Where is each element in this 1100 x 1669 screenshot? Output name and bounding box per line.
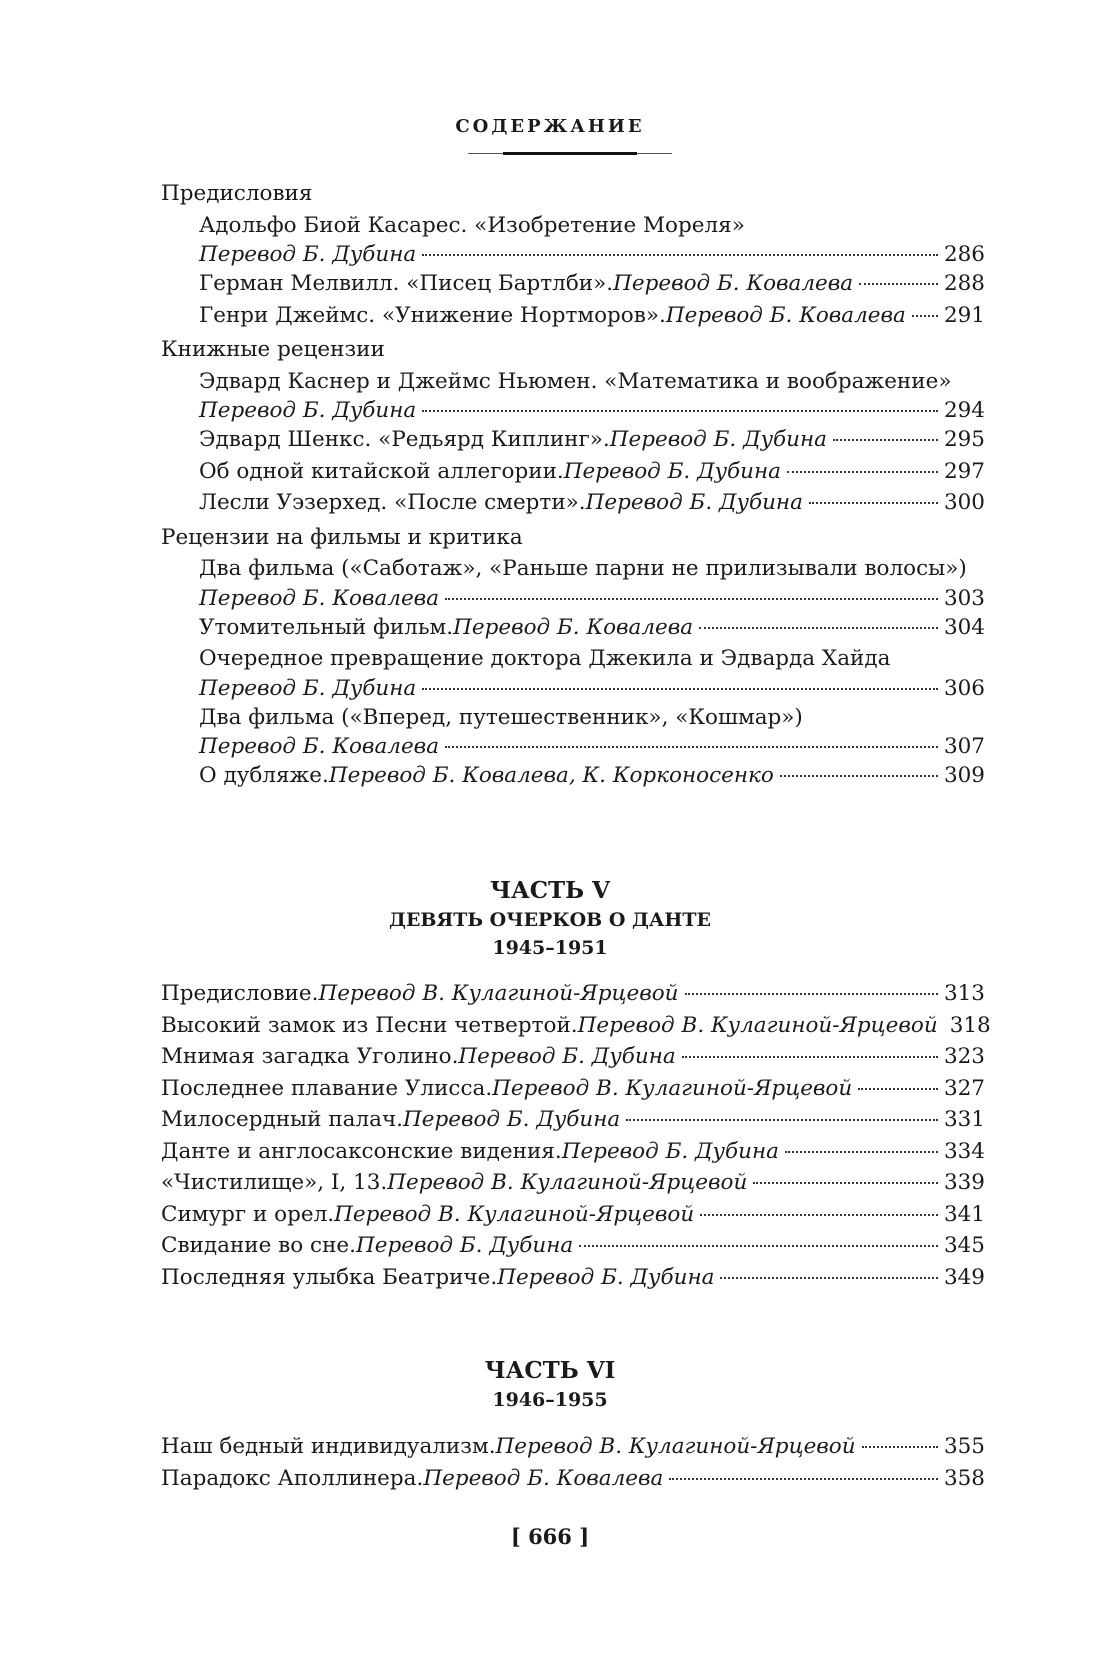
toc-entry: Милосердный палач. Перевод Б. Дубина 331 bbox=[161, 1104, 985, 1136]
dot-leader bbox=[422, 253, 938, 256]
dot-leader bbox=[445, 745, 938, 748]
page-number: 345 bbox=[943, 1233, 985, 1258]
dot-leader bbox=[787, 470, 938, 473]
dot-leader bbox=[626, 1118, 938, 1121]
page-number: 327 bbox=[943, 1075, 985, 1101]
part-title: ЧАСТЬ VI bbox=[484, 1357, 616, 1384]
section-heading: Предисловия bbox=[161, 181, 313, 206]
running-head: СОДЕРЖАНИЕ bbox=[455, 116, 645, 137]
dot-leader bbox=[422, 687, 938, 690]
part-5-header bbox=[0, 876, 1100, 962]
toc-entry: Адольфо Биой Касарес. «Изобретение Мореля» bbox=[199, 212, 745, 238]
toc-entry: Два фильма («Саботаж», «Раньше парни не прилизывали волосы») bbox=[199, 556, 967, 581]
part-subtitle: ДЕВЯТЬ ОЧЕРКОВ О ДАНТЕ bbox=[389, 909, 711, 931]
toc-entry: О дубляже. Перевод Б. Ковалева, К. Корконосенко 309 bbox=[161, 760, 985, 792]
toc-entry: Симург и орел. Перевод В. Кулагиной-Ярцевой 341 bbox=[161, 1199, 985, 1231]
dot-leader bbox=[685, 992, 938, 995]
toc-entry: «Чистилище», I, 13. Перевод В. Кулагиной-Ярцевой 339 bbox=[161, 1167, 985, 1199]
page-number: 334 bbox=[943, 1138, 985, 1164]
toc-entry: Последняя улыбка Беатриче. Перевод Б. Дубина 349 bbox=[161, 1262, 985, 1294]
dot-leader bbox=[809, 501, 938, 504]
page-number: 323 bbox=[943, 1044, 985, 1069]
dot-leader bbox=[833, 438, 938, 441]
head-rule-accent bbox=[503, 152, 637, 155]
toc-entry: Перевод Б. Дубина 286 bbox=[199, 242, 985, 267]
toc-entry: Перевод Б. Ковалева 303 bbox=[199, 585, 985, 611]
page-number: 358 bbox=[943, 1465, 985, 1491]
toc-entry: Свидание во сне. Перевод Б. Дубина 345 bbox=[161, 1230, 985, 1262]
page-number: 297 bbox=[943, 458, 985, 484]
dot-leader bbox=[445, 597, 938, 600]
toc-entry: Два фильма («Вперед, путешественник», «Кошмар») bbox=[199, 704, 803, 730]
part-6-header bbox=[0, 1356, 1100, 1414]
part-years: 1946–1955 bbox=[492, 1389, 608, 1411]
page-number: 303 bbox=[943, 585, 985, 611]
page-number: 318 bbox=[949, 1012, 991, 1038]
page-folio: [ 666 ] bbox=[510, 1524, 590, 1549]
page-number: 341 bbox=[943, 1201, 985, 1227]
toc-entry: Очередное превращение доктора Джекила и Эдварда Хайда bbox=[199, 646, 891, 671]
toc-entry: Перевод Б. Дубина 294 bbox=[199, 398, 985, 423]
dot-leader bbox=[862, 1445, 938, 1448]
dot-leader bbox=[699, 626, 938, 629]
page-number: 349 bbox=[943, 1264, 985, 1290]
dot-leader bbox=[422, 409, 938, 412]
dot-leader bbox=[669, 1477, 938, 1480]
dot-leader bbox=[780, 774, 938, 777]
part-years: 1945–1951 bbox=[492, 937, 608, 959]
toc-entry: Лесли Уэзерхед. «После смерти». Перевод Б. Дубина 300 bbox=[161, 487, 985, 519]
page-number: 331 bbox=[943, 1107, 985, 1132]
toc-entry: Перевод Б. Дубина 306 bbox=[199, 675, 985, 701]
part-title: ЧАСТЬ V bbox=[490, 877, 610, 904]
dot-leader bbox=[700, 1213, 938, 1216]
page-number: 309 bbox=[943, 763, 985, 788]
page-number: 307 bbox=[943, 734, 985, 759]
toc-part-5 bbox=[161, 978, 991, 1293]
toc-entry: Эдвард Каснер и Джеймс Ньюмен. «Математика и воображение» bbox=[199, 368, 952, 394]
toc-part-6 bbox=[161, 1431, 985, 1494]
toc-entry: Герман Мелвилл. «Писец Бартлби». Перевод Б. Ковалева 288 bbox=[161, 268, 985, 300]
dot-leader bbox=[682, 1055, 938, 1058]
toc-entry: Генри Джеймс. «Унижение Нортморов». Перевод Б. Ковалева 291 bbox=[161, 300, 985, 332]
dot-leader bbox=[785, 1150, 938, 1153]
page-number: 295 bbox=[943, 427, 985, 452]
page-number: 339 bbox=[943, 1170, 985, 1195]
toc-entry: Эдвард Шенкс. «Редьярд Киплинг». Перевод Б. Дубина 295 bbox=[161, 424, 985, 456]
dot-leader bbox=[753, 1181, 938, 1184]
page-number: 355 bbox=[943, 1434, 985, 1459]
page-number: 294 bbox=[943, 398, 985, 423]
toc-sections bbox=[161, 178, 985, 792]
page-number: 288 bbox=[943, 271, 985, 296]
page-number: 300 bbox=[943, 490, 985, 515]
dot-leader bbox=[859, 282, 938, 285]
section-heading: Книжные рецензии bbox=[161, 337, 385, 362]
page-number: 286 bbox=[943, 242, 985, 267]
toc-entry: Предисловие. Перевод В. Кулагиной-Ярцевой 313 bbox=[161, 978, 985, 1010]
toc-entry: Высокий замок из Песни четвертой. Перевод В. Кулагиной-Ярцевой 318 bbox=[161, 1010, 985, 1042]
toc-entry: Последнее плавание Улисса. Перевод В. Кулагиной-Ярцевой 327 bbox=[161, 1073, 985, 1105]
toc-entry: Мнимая загадка Уголино. Перевод Б. Дубина 323 bbox=[161, 1041, 985, 1073]
section-heading: Рецензии на фильмы и критика bbox=[161, 524, 523, 550]
toc-entry: Данте и англосаксонские видения. Перевод Б. Дубина 334 bbox=[161, 1136, 985, 1168]
dot-leader bbox=[912, 314, 938, 317]
toc-entry: Утомительный фильм. Перевод Б. Ковалева 304 bbox=[161, 612, 985, 644]
page-number: 291 bbox=[943, 302, 985, 328]
toc-entry: Наш бедный индивидуализм. Перевод В. Кулагиной-Ярцевой 355 bbox=[161, 1431, 985, 1463]
page-number: 306 bbox=[943, 675, 985, 701]
page-number: 313 bbox=[943, 981, 985, 1006]
toc-entry: Парадокс Аполлинера. Перевод Б. Ковалева 358 bbox=[161, 1463, 985, 1495]
page-number: 304 bbox=[943, 614, 985, 640]
dot-leader bbox=[858, 1087, 938, 1090]
dot-leader bbox=[720, 1276, 938, 1279]
toc-entry: Об одной китайской аллегории. Перевод Б. Дубина 297 bbox=[161, 456, 985, 488]
dot-leader bbox=[579, 1244, 938, 1247]
toc-entry: Перевод Б. Ковалева 307 bbox=[199, 734, 985, 759]
